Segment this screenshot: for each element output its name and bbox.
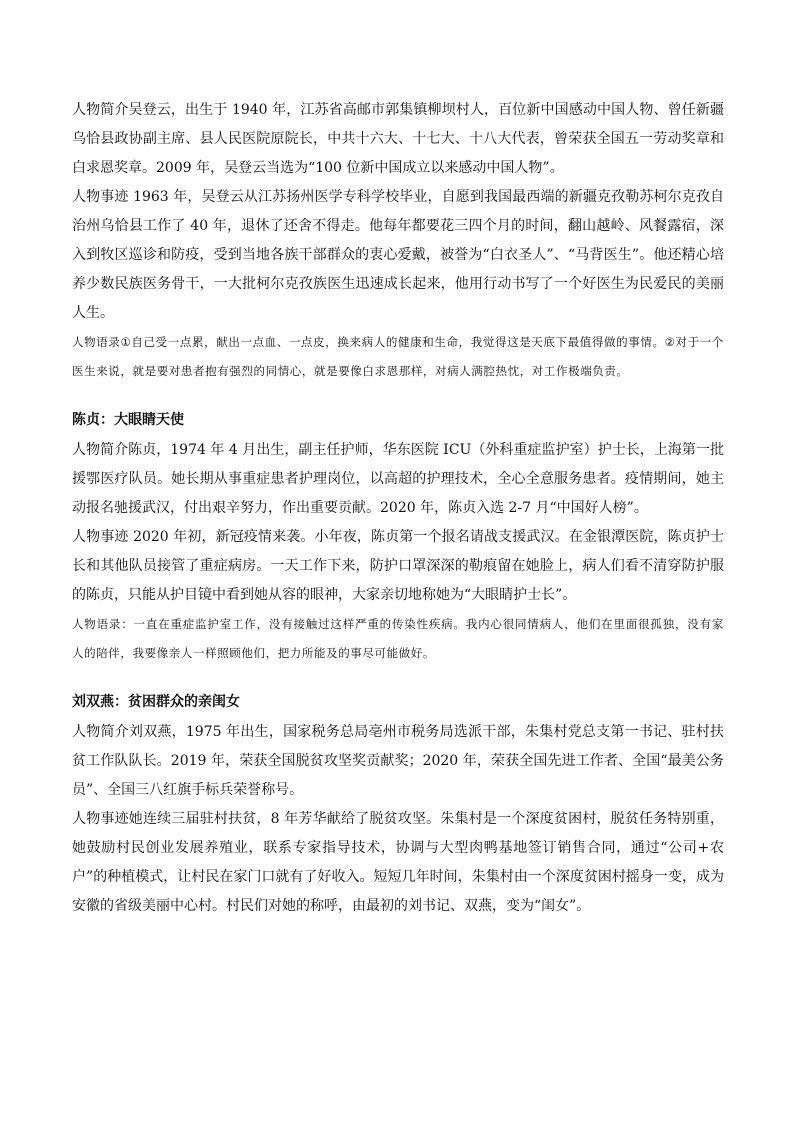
intro-paragraph: 人物简介陈贞，1974 年 4 月出生，副主任护师，华东医院 ICU（外科重症监护室）护士长，上海第一批援鄂医疗队员。她长期从事重症患者护理岗位，以高超的护理技术，全心全意服务患者。疫情期间，她主动报名驰援武汉，付出艰辛努力，作出重要贡献。2020 年，陈贞入选 2-7 月“中国好人榜”。 <box>72 442 724 516</box>
section-heading: 陈贞：大眼睛天使 <box>72 412 184 428</box>
intro-paragraph: 人物简介刘双燕，1975 年出生，国家税务总局亳州市税务局选派干部，朱集村党总支第一书记、驻村扶贫工作队队长。2019 年，荣获全国脱贫攻坚奖贡献奖；2020 年，荣获全国先进工作者、全国“最美公务员”、全国三八红旗手标兵荣誉称号。 <box>72 724 724 798</box>
quote-paragraph: 人物语录①自己受一点累，献出一点血、一点皮，换来病人的健康和生命，我觉得这是天底下最值得做的事情。②对于一个医生来说，就是要对患者抱有强烈的同情心，就是要像白求恩那样，对病人满腔热忱，对工作极端负责。 <box>72 335 724 378</box>
section-heading: 刘双燕：贫困群众的亲闺女 <box>72 694 240 710</box>
deeds-paragraph: 人物事迹 1963 年，吴登云从江苏扬州医学专科学校毕业，自愿到我国最西端的新疆克孜勒苏柯尔克孜自治州乌恰县工作了 40 年，退休了还舍不得走。他每年都要花三四个月的时间，翻山越岭、风餐露宿，深入到牧区巡诊和防疫，受到当地各族干部群众的衷心爱戴，被誉为“白衣圣人”、“马背医生”。他还精心培养少数民族医务骨干，一大批柯尔克孜族医生迅速成长起来，他用行动书写了一个好医生为民爱民的美丽人生。 <box>72 189 724 321</box>
intro-paragraph: 人物简介吴登云，出生于 1940 年，江苏省高邮市郭集镇柳坝村人，百位新中国感动中国人物、曾任新疆乌恰县政协副主席、县人民医院原院长，中共十六大、十七大、十八大代表，曾荣获全国五一劳动奖章和白求恩奖章。2009 年，吴登云当选为“100 位新中国成立以来感动中国人物”。 <box>72 102 724 176</box>
deeds-paragraph: 人物事迹 2020 年初，新冠疫情来袭。小年夜，陈贞第一个报名请战支援武汉。在金银潭医院，陈贞护士长和其他队员接管了重症病房。一天工作下来，防护口罩深深的勒痕留在她脸上，病人们看不清穿防护服的陈贞，只能从护目镜中看到她从容的眼神，大家亲切地称她为“大眼睛护士长”。 <box>72 529 724 603</box>
document-page <box>72 96 724 921</box>
deeds-paragraph: 人物事迹她连续三届驻村扶贫，8 年芳华献给了脱贫攻坚。朱集村是一个深度贫困村，脱贫任务特别重，她鼓励村民创业发展养殖业，联系专家指导技术，协调与大型肉鸭基地签订销售合同，通过“公司+农户”的种植模式，让村民在家门口就有了好收入。短短几年时间，朱集村由一个深度贫困村摇身一变，成为安徽的省级美丽中心村。村民们对她的称呼，由最初的刘书记、双燕，变为“闺女”。 <box>72 811 724 914</box>
quote-paragraph: 人物语录：一直在重症监护室工作，没有接触过这样严重的传染性疾病。我内心很同情病人，他们在里面很孤独，没有家人的陪伴，我要像亲人一样照顾他们，把力所能及的事尽可能做好。 <box>72 617 724 660</box>
section-liu-shuangyan <box>72 692 724 921</box>
section-spacer <box>72 386 724 406</box>
section-spacer <box>72 668 724 688</box>
section-chen-zhen <box>72 410 724 668</box>
section-wu-dengyun <box>72 96 724 386</box>
